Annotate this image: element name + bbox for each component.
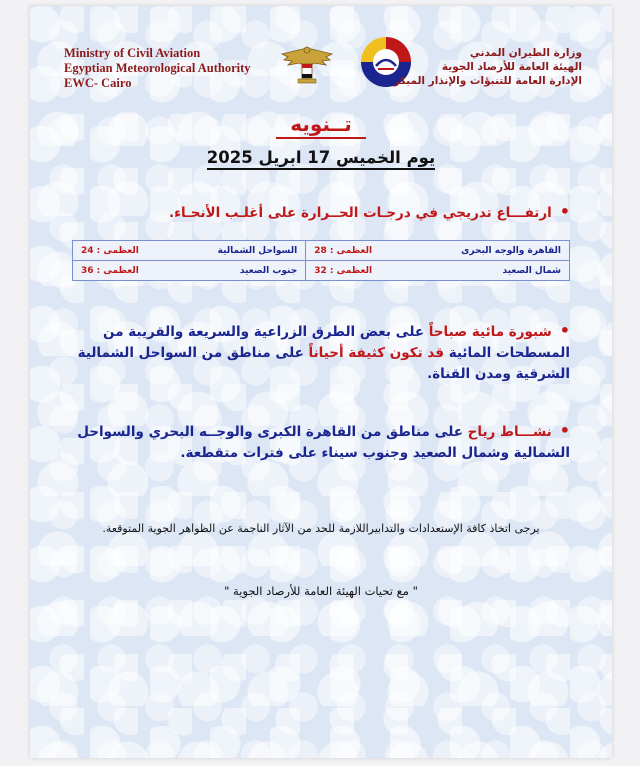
max-temp-value: العظمى : 28 xyxy=(314,245,373,256)
header-en-line-3: EWC- Cairo xyxy=(64,76,132,90)
table-cell xyxy=(73,241,306,261)
table-row xyxy=(73,241,570,261)
city-label: جنوب الصعيد xyxy=(239,265,298,276)
precaution-note: يرجى اتخاذ كافة الإستعدادات والتدابيراللازمة للحد من الآثار الناجمة عن الظواهر الجوية المتوقعة. xyxy=(102,522,540,535)
table-row xyxy=(73,261,570,281)
wind-lead: نشـــاط رياح xyxy=(467,424,552,440)
fog-dense-warning: قد تكون كثيفة أحياناً xyxy=(308,345,445,361)
header-ar-line-3: الإدارة العامة للتنبؤات والإنذار المبكر xyxy=(393,75,582,87)
bullet-fog xyxy=(70,320,570,385)
city-label: القاهرة والوجه البحرى xyxy=(461,245,561,256)
fog-text-1: على بعض الطرق الزراعية والسريعة والقريبة من المسطحات المائية xyxy=(103,324,570,361)
table-cell xyxy=(306,241,570,261)
bullet-temperature-text: ارتفـــاع تدريجي في درجـات الحــرارة على أغلـب الأنحـاء. xyxy=(169,205,552,221)
bulletin-date xyxy=(30,148,612,167)
fog-lead: شبورة مائية صباحاً xyxy=(428,324,552,340)
page-title xyxy=(30,112,612,136)
bulletin-date-text: يوم الخميس 17 ابريل 2025 xyxy=(207,148,435,170)
table-cell xyxy=(306,261,570,281)
bulletin-sheet xyxy=(30,6,612,758)
bullet-wind xyxy=(70,420,570,464)
header-en-line-2: Egyptian Meteorological Authority xyxy=(64,61,251,75)
header-en-line-1: Ministry of Civil Aviation xyxy=(64,46,201,60)
bullet-dot-icon: • xyxy=(559,202,570,221)
header-ar-line-2: الهيئة العامة للأرصاد الجوية xyxy=(441,61,582,73)
max-temp-value: العظمى : 36 xyxy=(81,265,139,276)
page-title-text: تــنويه xyxy=(276,112,366,139)
max-temp-value: العظمى : 24 xyxy=(81,245,139,256)
city-label: شمال الصعيد xyxy=(502,265,561,276)
bullet-dot-icon: • xyxy=(559,421,570,440)
wind-text: على مناطق من القاهرة الكبرى والوجــه البحري والسواحل الشمالية وشمال الصعيد وجنوب سيناء على فترات متقطعة. xyxy=(77,424,570,461)
header-english xyxy=(64,46,251,91)
header-arabic xyxy=(394,46,582,88)
max-temp-value: العظمى : 32 xyxy=(314,265,373,276)
bullet-temperature-rise xyxy=(169,202,570,221)
fog-text-2: على مناطق من السواحل الشمالية الشرقية ومدن القناة. xyxy=(77,345,570,382)
temperature-table xyxy=(72,240,570,281)
table-cell xyxy=(73,261,306,281)
header-ar-line-1: وزارة الطيران المدني xyxy=(469,47,582,59)
signoff: " مع تحيات الهيئة العامة للأرصاد الجوية " xyxy=(224,584,418,598)
city-label: السواحل الشمالية xyxy=(217,245,298,256)
eagle-emblem-icon xyxy=(278,42,336,86)
bullet-dot-icon: • xyxy=(559,321,570,340)
